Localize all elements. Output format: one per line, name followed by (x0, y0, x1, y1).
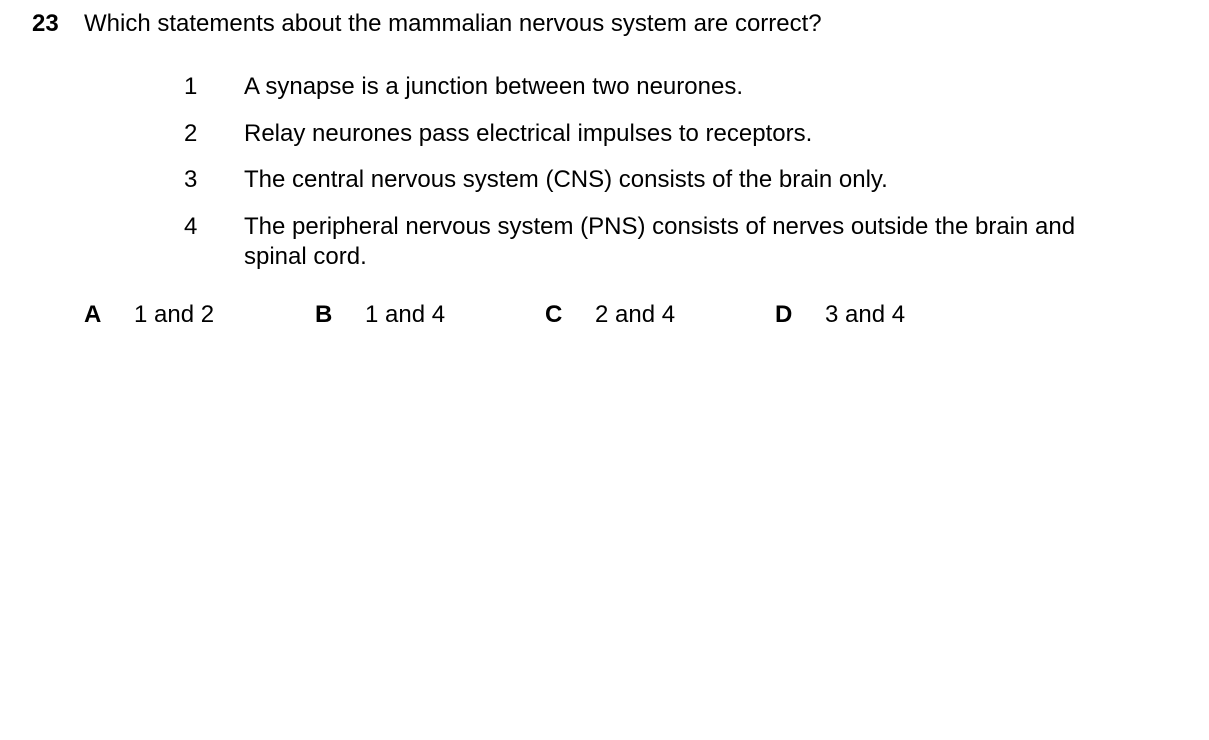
statement-number: 3 (184, 166, 198, 193)
statement-number: 4 (184, 213, 198, 240)
option-letter: A (84, 301, 102, 328)
statement-number: 1 (184, 73, 198, 100)
option-text: 1 and 4 (365, 301, 446, 328)
option-letter: C (545, 301, 563, 328)
answer-options (0, 300, 1209, 332)
option-c[interactable] (545, 300, 675, 330)
statement-text: The central nervous system (CNS) consists of the brain only. (244, 166, 888, 193)
question-text: Which statements about the mammalian nervous system are correct? (84, 10, 822, 37)
statement-text: The peripheral nervous system (PNS) consists of nerves outside the brain and spinal cord. (244, 213, 1076, 270)
statement-text: Relay neurones pass electrical impulses to receptors. (244, 120, 813, 147)
option-text: 2 and 4 (595, 301, 676, 328)
question-header (32, 9, 822, 39)
option-d[interactable] (775, 300, 905, 330)
statement-text: A synapse is a junction between two neurones. (244, 73, 743, 100)
statement-number: 2 (184, 120, 198, 147)
question-number: 23 (32, 10, 59, 37)
option-text: 3 and 4 (825, 301, 906, 328)
option-letter: B (315, 301, 333, 328)
option-text: 1 and 2 (134, 301, 215, 328)
option-b[interactable] (315, 300, 445, 330)
option-a[interactable] (84, 300, 214, 330)
option-letter: D (775, 301, 793, 328)
